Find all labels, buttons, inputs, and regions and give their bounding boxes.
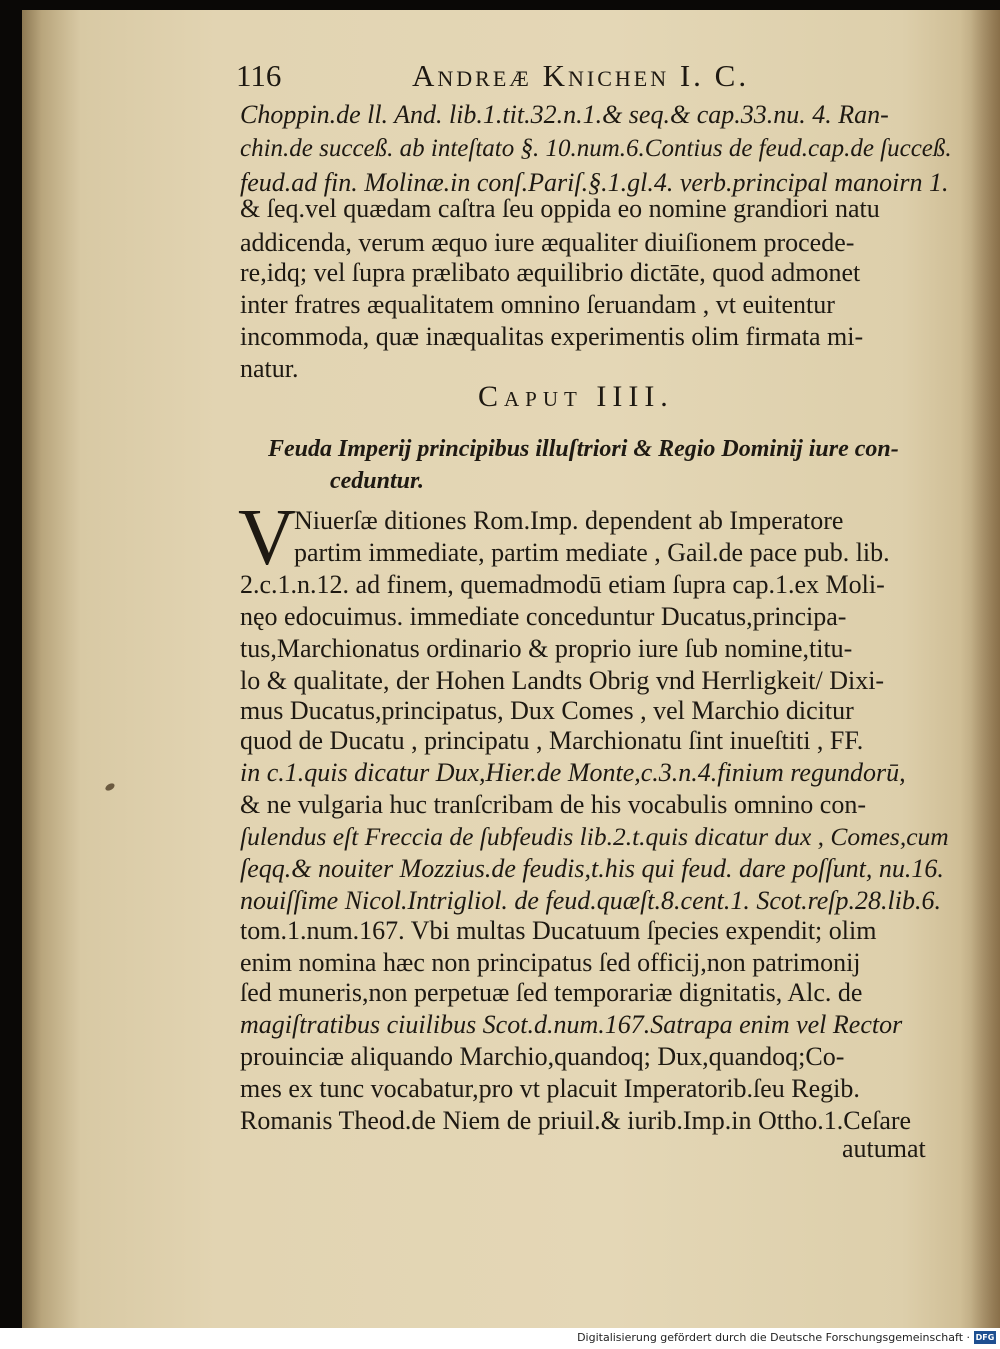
text-line: partim immediate, partim mediate , Gail.de pace pub. lib.	[294, 538, 890, 567]
text-line: incommoda, quæ inæqualitas experimentis olim firmata mi-	[240, 322, 864, 351]
text-line: ſeqq.& nouiter Mozzius.de feudis,t.his qui feud. dare poſſunt, nu.16.	[240, 854, 944, 883]
drop-cap-initial: V	[238, 494, 296, 582]
text-line: feud.ad fin. Molinæ.in conſ.Pariſ.§.1.gl.4. verb.principal manoirn 1.	[240, 168, 949, 197]
text-line: natur.	[240, 354, 299, 383]
text-line: & ſeq.vel quædam caſtra ſeu oppida eo nomine grandiori natu	[240, 194, 880, 223]
text-line: prouinciæ aliquando Marchio,quandoq; Dux,quandoq;Co-	[240, 1042, 845, 1071]
text-line: enim nomina hæc non principatus ſed officij,non patrimonij	[240, 948, 861, 977]
text-line: tus,Marchionatus ordinario & proprio iure ſub nomine,titu-	[240, 634, 853, 663]
text-line: addicenda, verum æquo iure æqualiter diuiſionem procede-	[240, 228, 855, 257]
text-line: & ne vulgaria huc tranſcribam de his vocabulis omnino con-	[240, 790, 866, 819]
ink-blot	[104, 782, 116, 792]
text-line: mus Ducatus,principatus, Dux Comes , vel Marchio dicitur	[240, 696, 854, 725]
text-line: nęo edocuimus. immediate conceduntur Ducatus,principa-	[240, 602, 847, 631]
text-line: inter fratres æqualitatem omnino ſeruandam , vt euitentur	[240, 290, 835, 319]
text-line: lo & qualitate, der Hohen Landts Obrig vnd Herrligkeit/ Dixi-	[240, 666, 885, 695]
text-line: nouiſſime Nicol.Intrigliol. de feud.quæſt.8.cent.1. Scot.reſp.28.lib.6.	[240, 886, 941, 915]
text-line: Romanis Theod.de Niem de priuil.& iurib.Imp.in Ottho.1.Ceſare	[240, 1106, 912, 1135]
page-gutter-shadow	[960, 10, 1000, 1328]
text-line: chin.de succeß. ab inteſtato §. 10.num.6.Contius de feud.cap.de ſucceß.	[240, 135, 952, 162]
text-line: tom.1.num.167. Vbi multas Ducatuum ſpecies expendit; olim	[240, 916, 877, 945]
text-line: quod de Ducatu , principatu , Marchionatu ſint inueſtiti , FF.	[240, 726, 864, 755]
page-number: 116	[236, 58, 282, 93]
rubric-line: Feuda Imperij principibus illuſtriori & Regio Dominij iure con-	[268, 436, 899, 462]
running-head: Andreæ Knichen I. C.	[412, 58, 750, 93]
rubric-line: ceduntur.	[330, 468, 425, 494]
text-line: 2.c.1.n.12. ad finem, quemadmodū etiam ſupra cap.1.ex Moli-	[240, 570, 885, 599]
text-line: in c.1.quis dicatur Dux,Hier.de Monte,c.3.n.4.finium regundorū,	[240, 758, 906, 787]
page-header	[236, 58, 796, 98]
text-line: Choppin.de ll. And. lib.1.tit.32.n.1.& seq.& cap.33.nu. 4. Ran-	[240, 100, 889, 129]
chapter-heading: Caput IIII.	[478, 380, 674, 413]
text-line: magiſtratibus ciuilibus Scot.d.num.167.Satrapa enim vel Rector	[240, 1010, 903, 1039]
footer-credit: Digitalisierung gefördert durch die Deutsche Forschungsgemeinschaft ·	[577, 1331, 970, 1344]
text-line: Niuerſæ ditiones Rom.Imp. dependent ab Imperatore	[294, 506, 844, 535]
text-line: re,idq; vel ſupra prælibato æquilibrio dictāte, quod admonet	[240, 258, 861, 287]
dfg-logo[interactable]: DFG	[975, 1333, 995, 1342]
text-line: mes ex tunc vocabatur,pro vt placuit Imperatorib.ſeu Regib.	[240, 1074, 860, 1103]
digitization-footer	[0, 1328, 1000, 1349]
text-line: ſulendus eſt Freccia de ſubfeudis lib.2.t.quis dicatur dux , Comes,cum	[240, 822, 949, 851]
text-line: ſed muneris,non perpetuæ ſed temporariæ dignitatis, Alc. de	[240, 978, 863, 1007]
catchword: autumat	[842, 1134, 926, 1163]
